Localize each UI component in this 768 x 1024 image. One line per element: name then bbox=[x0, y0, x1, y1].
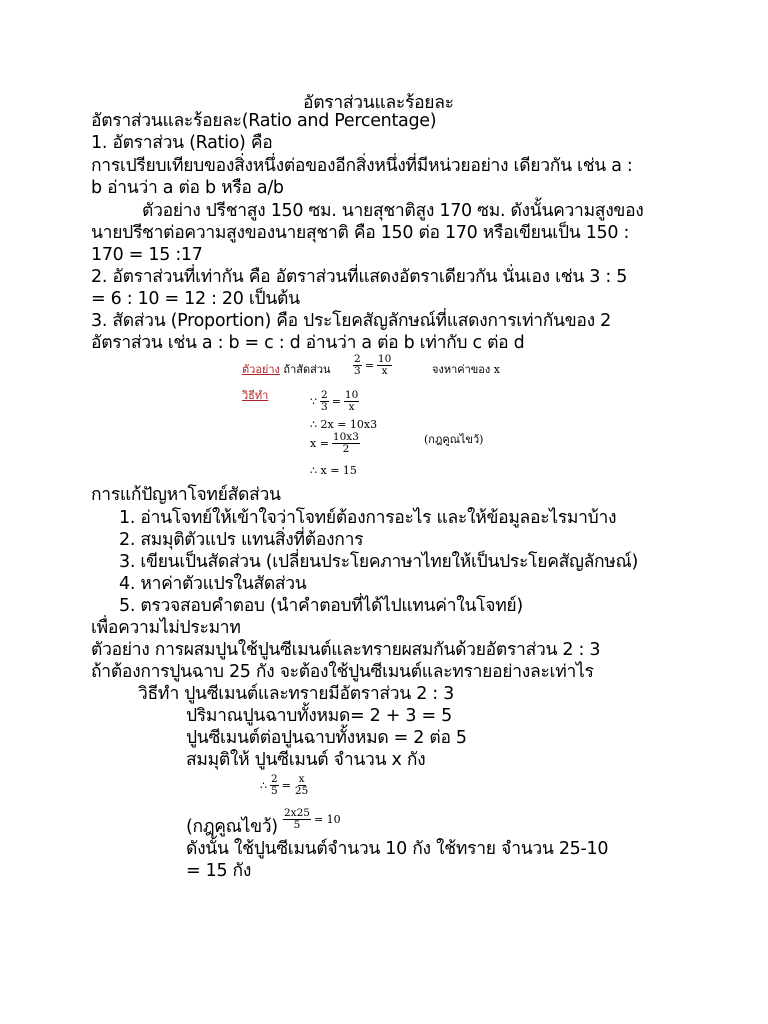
ratio-heading: 1. อัตราส่วน (Ratio) คือ bbox=[91, 133, 273, 153]
solve-step-3: 3. เขียนเป็นสัดส่วน (เปลี่ยนประโยคภาษาไทยให้เป็นประโยคสัญลักษณ์) bbox=[119, 552, 639, 572]
exercise-cross-multiply-rule: (กฎคูณไขว้) bbox=[186, 817, 278, 837]
ratio-example-line-3: 170 = 15 :17 bbox=[91, 245, 203, 265]
example-method-label: วิธีทำ bbox=[242, 389, 269, 402]
solve-step-2: 2. สมมุติตัวแปร แทนสิ่งที่ต้องการ bbox=[119, 530, 364, 550]
exercise-problem-line-2: ถ้าต้องการปูนฉาบ 25 กัง จะต้องใช้ปูนซีเมนต์และทรายอย่างละเท่าไร bbox=[91, 662, 594, 682]
example-equation: $\frac{2}{3}$ = $\frac{10}{x}$ bbox=[354, 353, 392, 377]
ratio-example-line-2: นายปรีชาต่อความสูงของนายสุชาติ คือ 150 ต่อ 170 หรือเขียนเป็น 150 : bbox=[91, 223, 630, 243]
example-step-3: x = $\frac{10x3}{2}$ bbox=[310, 431, 359, 455]
example-step-4: ∴ x = 15 bbox=[310, 464, 357, 477]
solve-step-4: 4. หาค่าตัวแปรในสัดส่วน bbox=[119, 574, 307, 594]
exercise-method-line-1: วิธีทำ ปูนซีเมนต์และทรายมีอัตราส่วน 2 : 3 bbox=[138, 684, 455, 704]
ratio-example-line-1: ตัวอย่าง ปรีชาสูง 150 ซม. นายสุชาติสูง 170 ซม. ดังนั้นความสูงของ bbox=[142, 201, 644, 221]
exercise-conclusion-line-1: ดังนั้น ใช้ปูนซีเมนต์จำนวน 10 กัง ใช้ทราย จำนวน 25-10 bbox=[186, 839, 609, 859]
example-step-2: ∴ 2x = 10x3 bbox=[310, 418, 378, 431]
ratio-definition-line-2: b อ่านว่า a ต่อ b หรือ a/b bbox=[91, 178, 284, 198]
example-ask: จงหาค่าของ x bbox=[432, 363, 500, 376]
proportion-line-1: 3. สัดส่วน (Proportion) คือ ประโยคสัญลักษณ์ที่แสดงการเท่ากันของ 2 bbox=[91, 311, 611, 331]
exercise-proportion-formula: ∴ $\frac{2}{5}$ = $\frac{x}{25}$ bbox=[260, 773, 309, 797]
solve-heading: การแก้ปัญหาโจทย์สัดส่วน bbox=[91, 485, 281, 505]
example-label: ตัวอย่าง bbox=[242, 363, 280, 376]
section-heading: อัตราส่วนและร้อยละ(Ratio and Percentage) bbox=[91, 111, 437, 131]
proportion-example-figure bbox=[242, 354, 532, 480]
ratio-definition-line-1: การเปรียบเทียบของสิ่งหนึ่งต่อของอีกสิ่งหนึ่งที่มีหน่วยอย่าง เดียวกัน เช่น a : bbox=[91, 156, 633, 176]
exercise-problem-line-1: ตัวอย่าง การผสมปูนใช้ปูนซีเมนต์และทรายผสมกันด้วยอัตราส่วน 2 : 3 bbox=[91, 640, 601, 660]
example-cross-multiply-note: (กฎคูณไขว้) bbox=[424, 433, 484, 446]
equal-ratio-line-2: = 6 : 10 = 12 : 20 เป็นต้น bbox=[91, 289, 300, 309]
example-prompt: ถ้าสัดส่วน bbox=[283, 363, 331, 376]
exercise-heading: เพื่อความไม่ประมาท bbox=[91, 618, 241, 638]
page-title: อัตราส่วนและร้อยละ bbox=[303, 93, 454, 113]
exercise-method-line-3: ปูนซีเมนต์ต่อปูนฉาบทั้งหมด = 2 ต่อ 5 bbox=[186, 728, 467, 748]
exercise-solution-formula: $\frac{2x25}{5}$ = 10 bbox=[284, 807, 341, 831]
equal-ratio-line-1: 2. อัตราส่วนที่เท่ากัน คือ อัตราส่วนที่แสดงอัตราเดียวกัน นั่นเอง เช่น 3 : 5 bbox=[91, 267, 628, 287]
exercise-method-line-2: ปริมาณปูนฉาบทั้งหมด= 2 + 3 = 5 bbox=[186, 706, 452, 726]
exercise-conclusion-line-2: = 15 กัง bbox=[186, 861, 252, 881]
solve-step-5: 5. ตรวจสอบคำตอบ (นำคำตอบที่ได้ไปแทนค่าในโจทย์) bbox=[119, 596, 523, 616]
exercise-method-line-4: สมมุติให้ ปูนซีเมนต์ จำนวน x กัง bbox=[186, 750, 426, 770]
solve-step-1: 1. อ่านโจทย์ให้เข้าใจว่าโจทย์ต้องการอะไร และให้ข้อมูลอะไรมาบ้าง bbox=[119, 508, 617, 528]
example-step-1: ∵ $\frac{2}{3}$ = $\frac{10}{x}$ bbox=[310, 389, 359, 413]
proportion-line-2: อัตราส่วน เช่น a : b = c : d อ่านว่า a ต่อ b เท่ากับ c ต่อ d bbox=[91, 333, 525, 353]
